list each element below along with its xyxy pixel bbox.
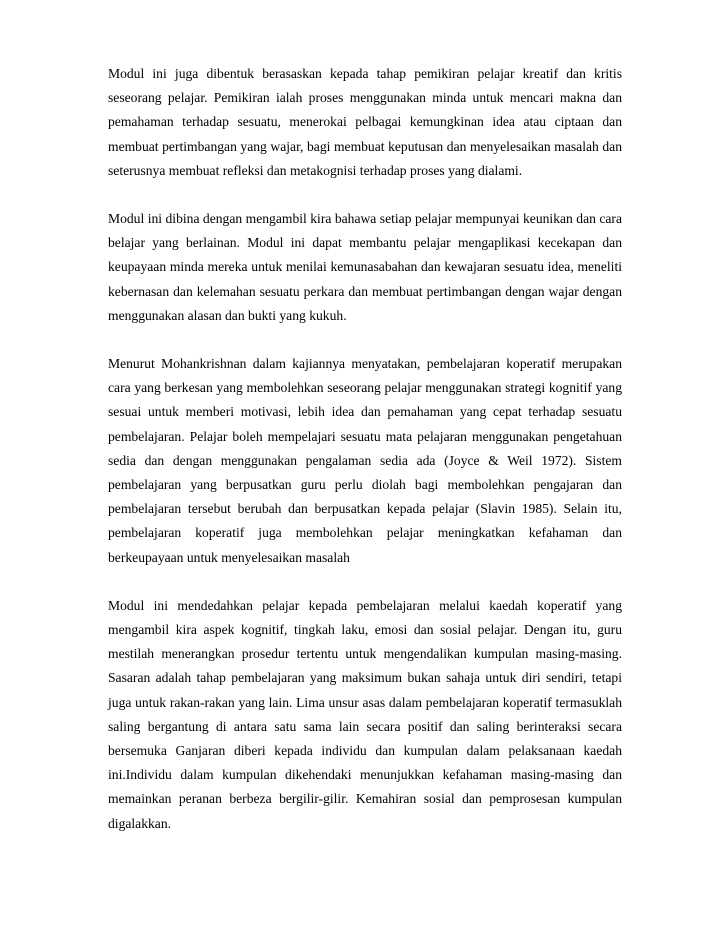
document-page	[108, 62, 622, 860]
paragraph-cooperative-method: Modul ini mendedahkan pelajar kepada pembelajaran melalui kaedah koperatif yang mengambil kira aspek kognitif, tingkah laku, emosi dan sosial pelajar. Dengan itu, guru mestilah menerangkan prosedur tertentu untuk mengendalikan kumpulan masing-masing. Sasaran adalah tahap pembelajaran yang maksimum bukan sahaja untuk diri sendiri, tetapi juga untuk rakan-rakan yang lain. Lima unsur asas dalam pembelajaran koperatif termasuklah saling bergantung di antara satu sama lain secara positif dan saling berinteraksi secara bersemuka Ganjaran diberi kepada individu dan kumpulan dalam pelaksanaan kaedah ini.Individu dalam kumpulan dikehendaki menunjukkan kefahaman masing-masing dan memainkan peranan berbeza bergilir-gilir. Kemahiran sosial dan pemprosesan kumpulan digalakkan.	[108, 597, 622, 831]
paragraph-cooperative-learning: Menurut Mohankrishnan dalam kajiannya menyatakan, pembelajaran koperatif merupakan cara yang berkesan yang membolehkan seseorang pelajar menggunakan strategi kognitif yang sesuai untuk memberi motivasi, lebih idea dan pemahaman yang cepat terhadap sesuatu pembelajaran. Pelajar boleh mempelajari sesuatu mata pelajaran menggunakan pengetahuan sedia dan dengan menggunakan pengalaman sedia ada (Joyce & Weil 1972). Sistem pembelajaran yang berpusatkan guru perlu diolah bagi membolehkan pengajaran dan pembelajaran tersebut berubah dan berpusatkan kepada pelajar (Slavin 1985). Selain itu, pembelajaran koperatif juga membolehkan pelajar meningkatkan kefahaman dan berkeupayaan untuk menyelesaikan masalah	[108, 356, 622, 565]
paragraph-learning-styles: Modul ini dibina dengan mengambil kira bahawa setiap pelajar mempunyai keunikan dan cara belajar yang berlainan. Modul ini dapat membantu pelajar mengaplikasi kecekapan dan keupayaan minda mereka untuk menilai kemunasabahan dan kewajaran sesuatu idea, meneliti kebernasan dan kelemahan sesuatu perkara dan membuat pertimbangan dengan wajar dengan menggunakan alasan dan bukti yang kukuh.	[108, 211, 622, 323]
paragraph-thinking-skills: Modul ini juga dibentuk berasaskan kepada tahap pemikiran pelajar kreatif dan kritis seseorang pelajar. Pemikiran ialah proses menggunakan minda untuk mencari makna dan pemahaman terhadap sesuatu, menerokai pelbagai kemungkinan idea atau ciptaan dan membuat pertimbangan yang wajar, bagi membuat keputusan dan menyelesaikan masalah dan seterusnya membuat refleksi dan metakognisi terhadap proses yang dialami.	[108, 66, 622, 178]
